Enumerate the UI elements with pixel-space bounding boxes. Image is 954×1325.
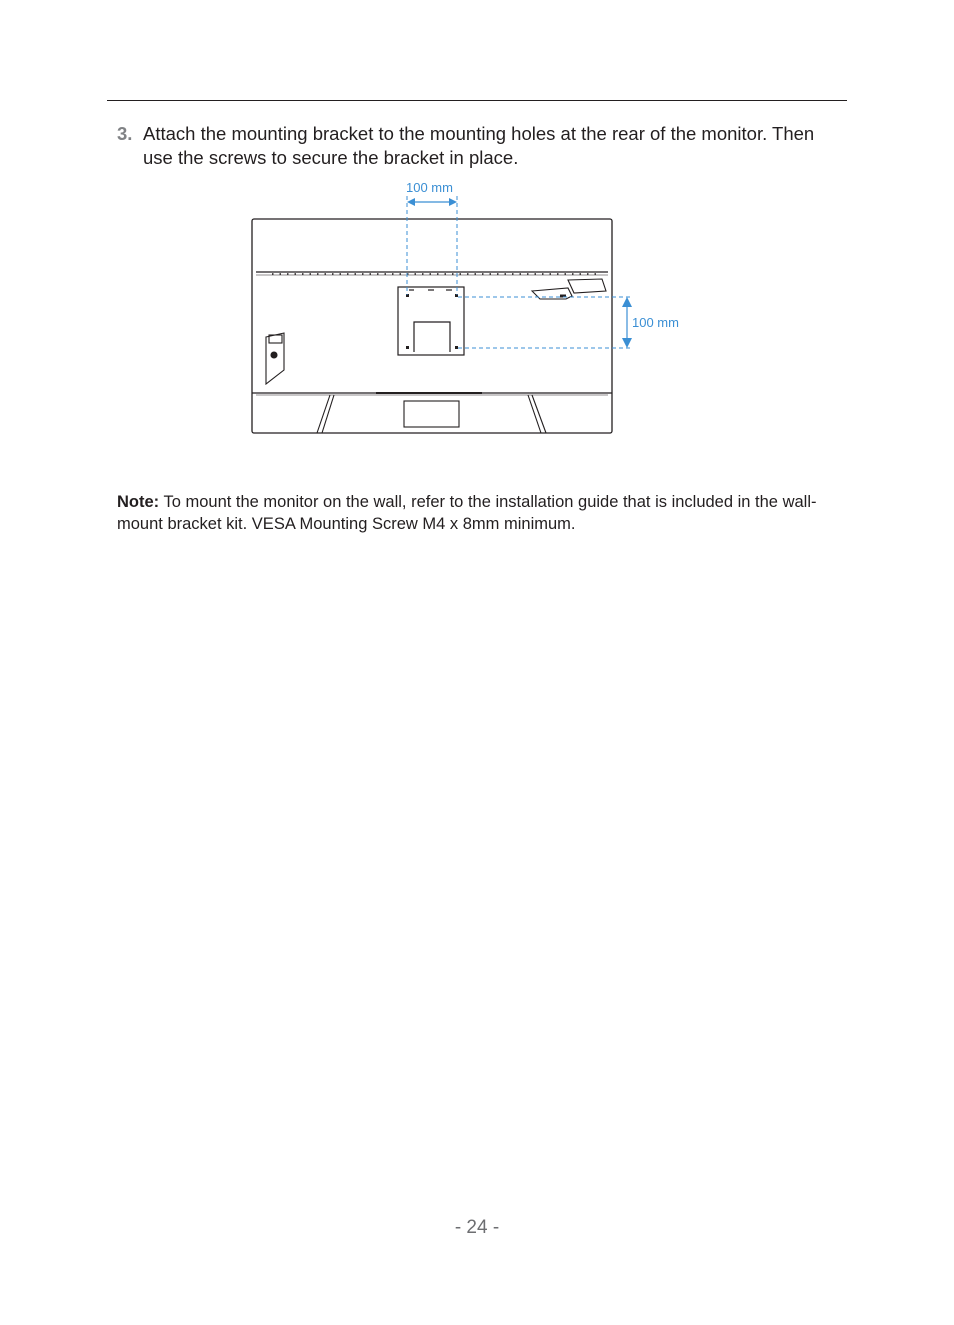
vertical-dimension-label: 100 mm	[632, 315, 679, 330]
note-paragraph	[117, 491, 847, 535]
vertical-dimension-arrow	[622, 297, 632, 348]
stand-base	[317, 393, 546, 433]
note-label: Note:	[117, 493, 160, 511]
rear-tabs	[532, 279, 606, 299]
horizontal-dimension-label: 100 mm	[406, 180, 453, 195]
step-number: 3.	[117, 123, 133, 144]
horizontal-dimension-arrow	[407, 198, 457, 206]
vesa-mount-plate	[398, 287, 464, 355]
side-port-panel	[266, 333, 284, 384]
step-text: Attach the mounting bracket to the mounting holes at the rear of the monitor. Then use the screws to secure the bracket in place.	[143, 123, 815, 168]
page-number: - 24 -	[454, 1217, 500, 1238]
monitor-rear-diagram	[0, 0, 954, 470]
note-text: To mount the monitor on the wall, refer to the installation guide that is included in the wall-mount bracket kit. VESA Mounting Screw M4 x 8mm minimum.	[117, 493, 817, 533]
